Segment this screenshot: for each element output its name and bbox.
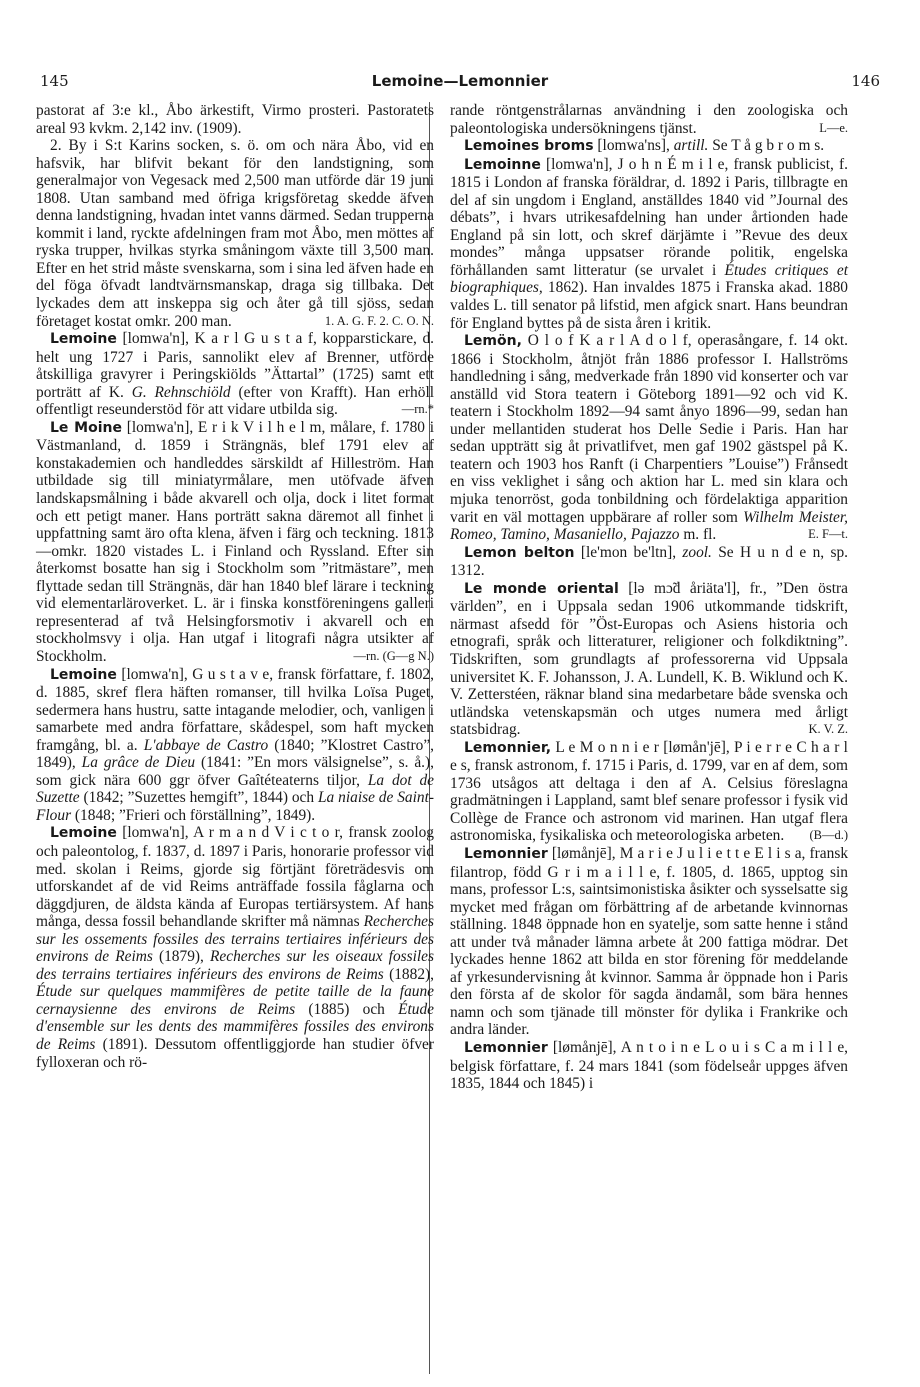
italic-text: Recherches sur les ossements fossiles des terrains tertiaires inférieurs des environs de Reims bbox=[36, 913, 434, 966]
author-signature: K. V. Z. bbox=[808, 722, 848, 737]
headword: Lemonnier bbox=[464, 1039, 548, 1056]
body-text: 2. By i S:t Karins socken, s. ö. om och nära Åbo, vid en hafsvik, har blifvit bekant för den landstigning, som generalmajor von Vegesack med 2,500 man utförde där 19 juni 1808. Utan samband med öfriga krigsföretag skedde äfven denna landstigning, hvadan intet vanns därmed. Sedan trupperna kommit i land, ryckte afdelningen fram mot Åbo, men möttes af ryska trupper, hvilkas styrka småningom växte till 3,500 man. Efter en het strid måste svenskarna, som i sina led äfven hade en del föga öfvadt landtvärnsmanskap, draga sig tillbaka. Det lyckades dem att inskeppa sig och åter gå till sjöss, sedan företaget kostat omkr. 200 man. bbox=[36, 137, 434, 330]
headword: Lemoines broms bbox=[464, 138, 594, 155]
body-text: operasångare, f. 14 okt. 1866 i Stockholm, åtnjöt från 1886 professor I. Hallströms handledning i sång, medverkade från 1890 vid konserter och var anställd vid Stora teatern i Göteborg 1891—92 och vid K. teatern i Stockholm 1892—94 samt ånyo 1896—99, sedan han under mellantiden studerat hos Delle Sedie i Paris. Han har sedan uppträtt sig åt privatlifvet, men gaf 1902 gästspel på K. teatern och 1903 hos Ranft (i Charpentiers ”Louise”) Frånsedt en viss veklighet i sång och aktion har L. med sin klara och mjuka tenorröst, goda tonbildning och fördelaktiga apparition varit en väl mottagen uppbärare af roller som bbox=[450, 332, 848, 526]
body-text: E r i k V i l h e l m, bbox=[197, 418, 326, 436]
body-text: (1879), bbox=[158, 948, 204, 966]
entry-lemon-olof-karl-adolf bbox=[450, 332, 848, 544]
headword: Le Moine bbox=[50, 419, 122, 436]
body-text: fransk författare, f. 1802, d. 1885, skref flera häften romanser, till hvilka Loïsa Puget, sedermera hans hustru, satte intagande melodier, och, vanligen i samarbete med andra författare, skådespel, som haft mycken framgång, bl. a. bbox=[36, 665, 434, 754]
body-text: (1840; ”Klostret Castro”, 1849), bbox=[36, 736, 434, 772]
entry-lemonnier-marie-juliette-elisa bbox=[450, 845, 848, 1039]
entry-lemoine-armand-victor bbox=[36, 824, 434, 1071]
headword: Lemonnier, bbox=[464, 739, 552, 756]
body-text: [lomwa'ns], bbox=[597, 137, 670, 155]
italic-text: L'abbaye de Castro bbox=[143, 736, 269, 754]
body-text: A n t o i n e L o u i s C a m i l l e, bbox=[620, 1038, 848, 1056]
body-text: ”Den östra världen”, en i Uppsala sedan 1906 utkommande tidskrift, närmast afsedd för ”Öst-Europas och Asiens historia och etnografi, språk och litteraturer, religioner och folkdiktning”. Tidskriften, som grundlagts af professorerna vid Uppsala universitet K. F. Johansson, J. A. Lundell, K. B. Wiklund och K. V. Zetterstéen, räknar bland sina medarbetare både svenska och utländska vetenskapsmän och utges numera med årligt statsbidrag. bbox=[450, 579, 849, 739]
body-text: rande röntgenstrålarnas användning i den zoologiska och paleontologiska undersökningens tjänst. bbox=[450, 102, 848, 137]
headword: Lemonnier bbox=[464, 845, 548, 862]
entry-le-moine-erik-vilhelm bbox=[36, 419, 434, 666]
body-text: K a r l G u s t a f, bbox=[194, 330, 317, 348]
page-number-right: 146 bbox=[851, 72, 880, 90]
italic-text: artill. bbox=[673, 137, 709, 155]
left-column bbox=[36, 102, 434, 1071]
body-text: Se H u n d e n, sp. 1312. bbox=[450, 543, 848, 580]
body-text: fransk astronom, f. 1715 i Paris, d. 1799, var en af dem, som 1736 utsågos att deltaga i den af A. Celsius föreslagna gradmätningen i Lappland, samt blef senare professor i fysik vid Collège de France och astronom vid marinen. Han utgaf flera astronomiska, fysikaliska och meteorologiska arbeten. bbox=[450, 757, 848, 845]
body-text: L e M o n n i e r bbox=[555, 738, 659, 756]
body-text: målare, f. 1780 i Västmanland, d. 1859 i Strängnäs, blef 1791 elev af konstakademien och handleddes särskildt af Hilleström. Han utbildade sig till miniatyrmålare, men utöfvade äfven landskapsmålning i både akvarell och olja, dock i litet format och ett petigt maner. Hans porträtt sakna däremot all finhet i uppfattning samt äro ofta klena, äfven i färg och teckning. 1813—omkr. 1820 vistades L. i Finland och Ryssland. Efter sin återkomst bosatte han sig i Stockholm som ”ritmästare”, men flyttade sedan till Strängnäs, där han 1840 blef lärare i teckning vid elementarläroverket. L. är i finska konstföreningens galleri representerad af två Helsingforsmotiv i akvarell och en stockholmsvy i olja. Han utgaf i litografi några utsikter af Stockholm. bbox=[36, 418, 434, 665]
body-text: [lomwa'n], bbox=[122, 824, 189, 842]
entry-le-monde-oriental bbox=[450, 580, 848, 739]
entry-lemon-belton bbox=[450, 544, 848, 580]
author-signature: (B—d.) bbox=[809, 828, 848, 843]
body-text: belgisk författare, f. 24 mars 1841 (som födelseår uppges äfven 1835, 1844 och 1845) i bbox=[450, 1057, 848, 1093]
body-text: [lə mɔ̃d åriäta'l], fr., bbox=[628, 579, 767, 597]
headword: Lemoine bbox=[50, 825, 117, 842]
body-text: [lomwa'n], bbox=[546, 155, 613, 173]
body-text: [lomwa'n], bbox=[122, 330, 189, 348]
entry-lemoine-karl-gustaf bbox=[36, 330, 434, 419]
body-text: pastorat af 3:e kl., Åbo ärkestift, Virmo prosteri. Pastoratets areal 93 kvkm. 2,142 inv. (1909). bbox=[36, 102, 434, 137]
entry-lemoine-gustave bbox=[36, 666, 434, 825]
italic-text: zool. bbox=[682, 543, 712, 561]
body-text: M a r i e J u l i e t t e E l i s a, bbox=[619, 844, 806, 862]
entry-paragraph bbox=[36, 137, 434, 330]
body-text: (1842; ”Suzettes hemgift”, 1844) och bbox=[83, 789, 315, 807]
body-text: (1891). Dessutom offentliggjorde han studier öfver fylloxeran och rö- bbox=[36, 1035, 434, 1071]
body-text: [lømånjē], bbox=[551, 844, 616, 862]
body-text: m. fl. bbox=[683, 526, 717, 544]
italic-text: Études critiques et biographiques, bbox=[450, 261, 848, 297]
italic-text: Étude d'ensemble sur les dents des mammifères fossiles des environs de Reims bbox=[36, 1000, 434, 1053]
body-text: [le'mon be'ltn], bbox=[580, 543, 677, 561]
body-text: J o h n É m i l e, bbox=[617, 155, 729, 173]
body-text: fransk filantrop, född G r i m a i l l e, f. 1805, d. 1865, upptog sin mans, professor L:s, saintsimonistiska åsikter och sysselsatte sig mycket med frågan om förbättring af de arbetande kvinnornas ställning. 1848 öppnade hon en syatelje, som satte henne i stånd att under två månader lämna arbete åt 200 fattiga mödrar. Det lyckades henne 1862 att bilda en stor förening för meddelande af yrkesundervisning åt kvinnor. Samma år öppnade hon i Paris den första af de skolor för sagda ändamål, som bära hennes namn och som tjänade till mönster för dylika i Frankrike och andra länder. bbox=[450, 844, 849, 1039]
italic-text: G. Rehnschiöld bbox=[131, 383, 231, 401]
body-text: [lømånjē], bbox=[552, 1038, 617, 1056]
body-text: fransk publicist, f. 1815 i London af franska föräldrar, d. 1892 i Paris, tillbragte en del af sin ungdom i England, anställdes 1840 vid ”Journal des débats”, i hvars utrikesafdelning han under årtionden hade England på sin lott, och skref därjämte i ”Revue des deux mondes” många uppsatser rörande politik, engelska förhållanden samt litteratur (se urvalet i bbox=[450, 155, 848, 279]
page-header bbox=[40, 72, 880, 94]
entry-lemoinne-john-emile bbox=[450, 156, 848, 332]
body-text: [lomwa'n], bbox=[121, 665, 188, 683]
italic-text: La dot de Suzette bbox=[36, 771, 434, 807]
author-signature: L—e. bbox=[819, 120, 848, 135]
body-text: P i e r r e C h a r l e s, bbox=[450, 738, 848, 775]
body-text: fransk zoolog och paleontolog, f. 1837, d. 1897 i Paris, honorarie professor vid med. skolan i Reims, gjorde sig förtjänt företrädesvis om utforskandet af de vid Reims anträffade fossila fåglarna och däggdjuren, de äldsta kända af Europas tertiärsystem. Af hans många, dessa fossil behandlande skrifter må nämnas bbox=[36, 824, 434, 931]
author-signature: —rn. (G—g N.) bbox=[353, 648, 434, 663]
entry-lemonnier-antoine-louis-camille bbox=[450, 1039, 848, 1093]
body-text: O l o f K a r l A d o l f, bbox=[527, 332, 692, 350]
author-signature: —rn.* bbox=[401, 402, 434, 417]
entry-lemoines-broms bbox=[450, 137, 848, 156]
author-signature: E. F—t. bbox=[808, 527, 848, 542]
body-text: 1862). Han invaldes 1875 i Franska akad. 1880 valdes L. till senator på lifstid, men afgick snart. Hans beundran för England byttes på de sista åren i kritik. bbox=[450, 279, 848, 332]
entry-lemonnier-pierre-charles bbox=[450, 739, 848, 845]
body-text: G u s t a v e, bbox=[192, 665, 274, 683]
body-text: Se T å g b r o m s. bbox=[712, 137, 825, 155]
italic-text: Recherches sur les oiseaux fossiles des terrains tertiaires inférieurs des environs de Reims bbox=[36, 948, 435, 983]
body-text: (1848; ”Frieri och förställning”, 1849). bbox=[74, 806, 316, 824]
body-text: [lomwa'n], bbox=[126, 418, 194, 436]
italic-text: La grâce de Dieu bbox=[81, 754, 196, 772]
author-signature: 1. A. G. F. 2. C. O. N. bbox=[324, 313, 434, 328]
continuation-paragraph bbox=[450, 102, 848, 137]
body-text: (efter von Krafft). Han erhöll offentligt reseunderstöd för att vidare utbilda sig. bbox=[36, 383, 434, 419]
body-text: kopparstickare, d. helt ung 1727 i Paris, sannolikt elev af Brenner, utförde åtskilliga gravyrer i Peringskiölds ”Ättartal” (1725) samt ett porträtt af K. bbox=[36, 330, 434, 401]
headword: Lemoine bbox=[50, 331, 117, 348]
headword: Le monde oriental bbox=[464, 580, 619, 597]
body-text: [lømån'jē], bbox=[663, 738, 730, 756]
right-column bbox=[450, 102, 848, 1093]
body-text: A r m a n d V i c t o r, bbox=[193, 824, 344, 842]
headword: Lemoinne bbox=[464, 156, 541, 173]
page-number-left: 145 bbox=[40, 72, 69, 90]
running-title: Lemoine—Lemonnier bbox=[371, 72, 549, 90]
headword: Lemoine bbox=[50, 666, 117, 683]
italic-text: Étude sur quelques mammifères de petite taille de la faune cernaysienne des environs de Reims bbox=[36, 983, 434, 1018]
italic-text: La niaise de Saint-Flour bbox=[36, 789, 434, 824]
body-text: (1882), bbox=[389, 965, 434, 983]
body-text: (1841: ”En mors välsignelse”, s. å.), som gick nära 600 ggr öfver Gaîtéteaterns tiljor, bbox=[36, 754, 434, 789]
body-text: (1885) och bbox=[308, 1000, 385, 1018]
headword: Lemon belton bbox=[464, 544, 575, 561]
headword: Lemön, bbox=[464, 333, 522, 350]
italic-text: Wilhelm Meister, Romeo, Tamino, Masaniello, Pajazzo bbox=[450, 508, 848, 544]
continuation-paragraph bbox=[36, 102, 434, 137]
